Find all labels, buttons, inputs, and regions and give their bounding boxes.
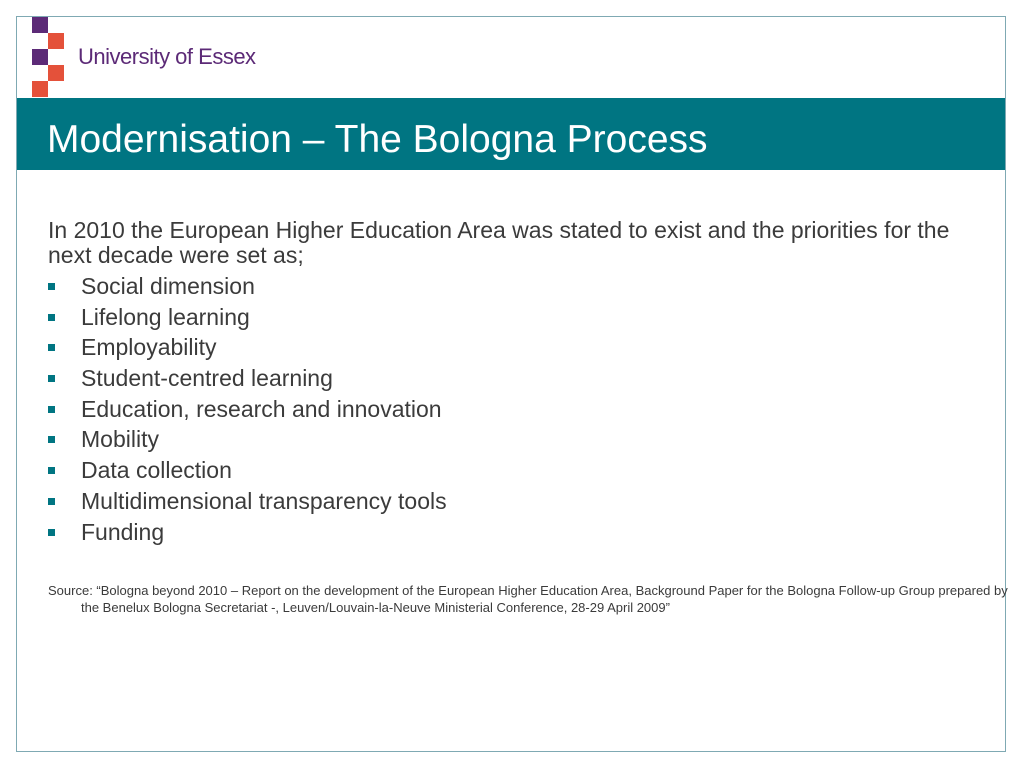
list-item (48, 517, 447, 548)
list-item (48, 455, 447, 486)
square-bullet-icon (48, 283, 55, 290)
list-item-label: Student-centred learning (81, 365, 333, 392)
square-bullet-icon (48, 314, 55, 321)
list-item-label: Social dimension (81, 273, 255, 299)
title-band (17, 98, 1005, 170)
list-item (48, 332, 447, 363)
square-bullet-icon (48, 436, 55, 443)
square-bullet-icon (48, 375, 55, 382)
square-bullet-icon (48, 498, 55, 505)
list-item (48, 424, 447, 455)
logo-square-purple (32, 49, 48, 65)
list-item-label: Lifelong learning (81, 303, 250, 330)
logo-square-red (48, 33, 64, 49)
list-item (48, 271, 447, 302)
list-item-label: Employability (81, 334, 217, 361)
square-bullet-icon (48, 344, 55, 351)
list-item (48, 302, 447, 333)
list-item-label: Education, research and innovation (81, 395, 442, 422)
intro-text: In 2010 the European Higher Education Area was stated to exist and the priorities for the next decade were set as; (48, 217, 950, 268)
logo-square-red (32, 81, 48, 97)
list-item (48, 486, 447, 517)
logo-square-red (48, 65, 64, 81)
list-item (48, 394, 447, 425)
priority-list (48, 271, 447, 547)
university-name: University of Essex (78, 44, 256, 69)
list-item-label: Mobility (81, 426, 159, 453)
slide-title: Modernisation – The Bologna Process (47, 118, 708, 161)
list-item (48, 363, 447, 394)
logo-square-purple (32, 17, 48, 33)
square-bullet-icon (48, 529, 55, 536)
list-item-label: Funding (81, 518, 165, 545)
square-bullet-icon (48, 467, 55, 474)
list-item-label: Multidimensional transparency tools (81, 487, 447, 514)
list-item-label: Data collection (81, 457, 232, 484)
source-citation: Source: “Bologna beyond 2010 – Report on the development of the European Higher Education Area, Background Paper for the Bologna Follow-up Group prepared by the Benelux Bologna Secretariat -, Leuven/Louvain-la-Neuve Ministerial Conference, 28-29 April 2009” (48, 583, 1008, 615)
square-bullet-icon (48, 406, 55, 413)
